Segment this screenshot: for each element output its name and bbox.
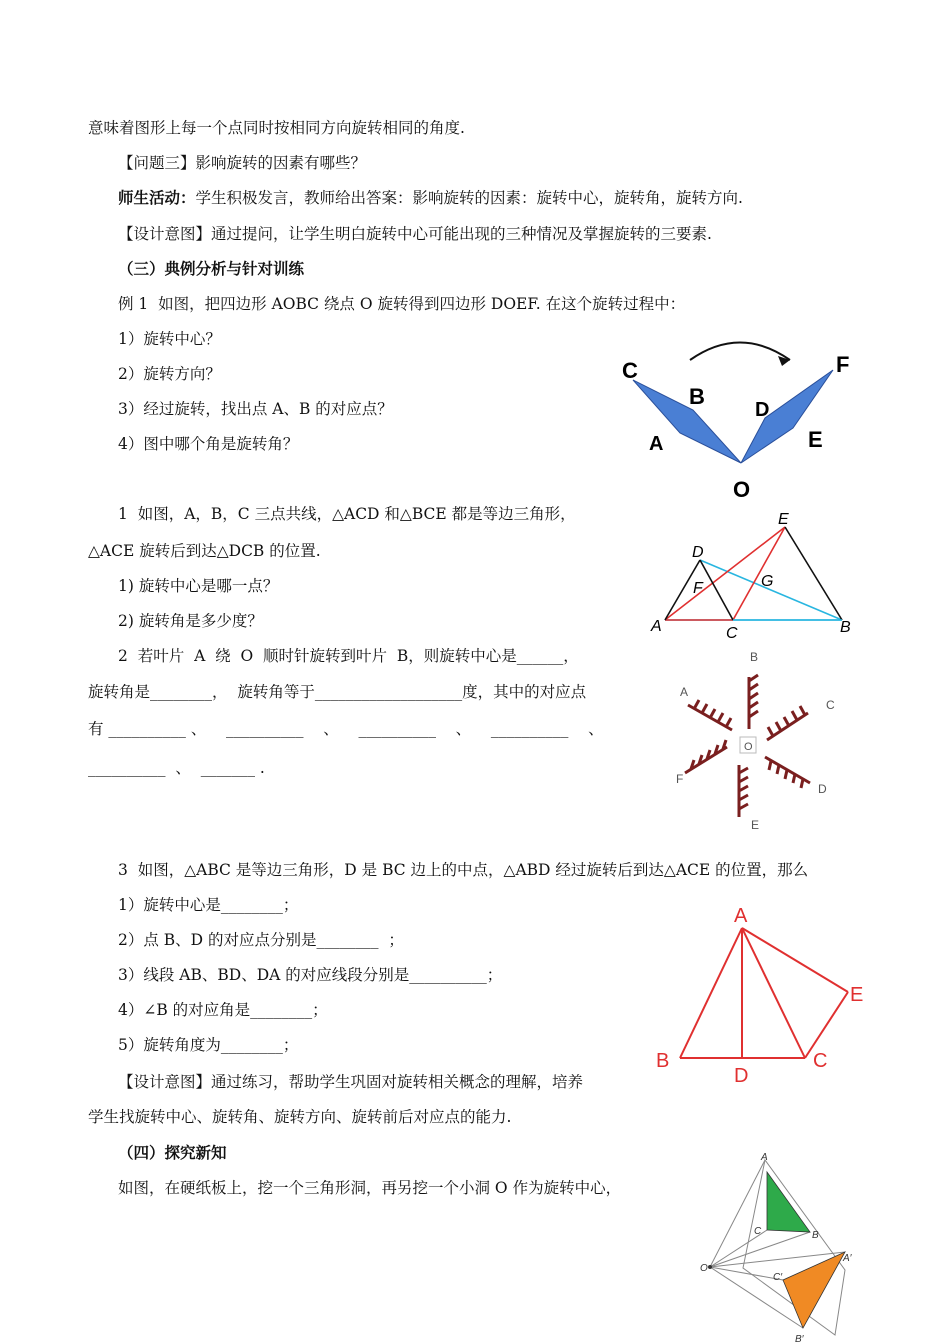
text-line: △ACE 旋转后到达△DCB 的位置. — [88, 542, 321, 560]
label-A: A — [649, 433, 664, 455]
text-line: 1）旋转中心？ — [118, 330, 221, 348]
figure-triangle-ABC — [650, 900, 870, 1090]
section-heading: （四）探究新知 — [118, 1143, 227, 1162]
text-line: 如图，在硬纸板上，挖一个三角形洞，再另挖一个小洞 O 作为旋转中心， — [118, 1179, 622, 1197]
text-line: 有 __________ 、 __________ 、 __________ 、 __________ 、 — [88, 720, 604, 738]
label-B: B — [840, 619, 851, 636]
leaf-D — [765, 757, 810, 788]
label-F: F — [693, 580, 703, 597]
bold-label: 师生活动： — [118, 188, 196, 207]
text-span: 学生积极发言，教师给出答案：影响旋转的因素：旋转中心，旋转角，旋转方向. — [195, 189, 743, 207]
text-line: 4）∠B 的对应角是________； — [118, 1001, 328, 1019]
label-C: C — [826, 698, 835, 712]
leaf-A — [688, 700, 732, 730]
label-F: F — [836, 352, 850, 377]
text-line: 1 如图，A，B，C 三点共线，△ACD 和△BCE 都是等边三角形， — [118, 505, 576, 523]
segment-CE — [733, 527, 785, 620]
text-line: 2）点 B、D 的对应点分别是________ ； — [118, 931, 404, 949]
figure-quadrilateral-rotation — [605, 330, 865, 505]
label-C: C — [622, 358, 638, 383]
label-A: A — [680, 685, 689, 699]
label-D: D — [818, 782, 827, 796]
text-line: 1）旋转中心是________； — [118, 896, 299, 914]
text-line: 2) 旋转角是多少度？ — [118, 612, 263, 630]
segment-DB — [700, 560, 842, 620]
triangle-ABC-green — [767, 1172, 810, 1232]
label-B: B — [656, 1050, 670, 1072]
text-line: __________ 、 _______ . — [88, 759, 265, 777]
label-B: B — [812, 1230, 819, 1241]
triangle-A1B1C1-orange — [783, 1252, 845, 1328]
cardboard-outline — [743, 1160, 845, 1335]
label-F: F — [676, 772, 684, 786]
label-O: O — [733, 477, 751, 502]
label-O: O — [700, 1263, 708, 1274]
segment-EC — [805, 992, 848, 1058]
figure-leaves — [670, 645, 845, 835]
text-line: 旋转角是________， 旋转角等于___________________度，其中的对应点 — [88, 683, 587, 701]
label-B-prime: B′ — [795, 1334, 804, 1344]
rotation-arc — [690, 343, 790, 361]
text-line: 1) 旋转中心是哪一点？ — [118, 577, 279, 595]
label-E: E — [850, 984, 864, 1006]
label-O: O — [744, 741, 753, 753]
label-E: E — [808, 427, 823, 452]
label-D: D — [755, 399, 770, 421]
leaf-F — [685, 740, 727, 773]
label-E: E — [778, 511, 789, 528]
arrow-head-icon — [778, 356, 790, 366]
section-heading: （三）典例分析与针对训练 — [118, 259, 305, 278]
text-line: 学生找旋转中心、旋转角、旋转方向、旋转前后对应点的能力. — [88, 1108, 512, 1126]
label-A: A — [651, 618, 662, 635]
text-line: 意味着图形上每一个点同时按相同方向旋转相同的角度. — [88, 119, 465, 137]
label-A: A — [734, 905, 748, 927]
label-A-prime: A′ — [843, 1253, 852, 1264]
text-line: 4）图中哪个角是旋转角？ — [118, 435, 299, 453]
text-line: 【问题三】影响旋转的因素有哪些？ — [118, 154, 367, 172]
text-line: 【设计意图】通过提问，让学生明白旋转中心可能出现的三种情况及掌握旋转的三要素. — [118, 225, 712, 243]
text-line: 3）线段 AB、BD、DA 的对应线段分别是__________； — [118, 966, 503, 984]
label-B: B — [689, 384, 705, 409]
label-B: B — [750, 650, 759, 664]
segment-AB — [680, 928, 742, 1058]
label-C: C — [726, 625, 738, 642]
leaf-C — [767, 706, 808, 740]
label-E: E — [751, 818, 760, 832]
leaf-E — [739, 765, 748, 817]
text-line: 3）经过旋转，找出点 A、B 的对应点？ — [118, 400, 393, 418]
segment-EB — [785, 527, 842, 620]
text-line: 例 1 如图，把四边形 AOBC 绕点 O 旋转得到四边形 DOEF. 在这个旋转过程中： — [118, 295, 686, 313]
label-D: D — [692, 544, 704, 561]
figure-equilateral-triangles — [645, 505, 860, 645]
label-C: C — [813, 1050, 828, 1072]
label-A: A — [761, 1152, 768, 1163]
text-line: 2）旋转方向？ — [118, 365, 221, 383]
label-G: G — [761, 573, 774, 590]
label-C: C — [754, 1226, 762, 1237]
figure-rotating-triangle — [695, 1150, 865, 1344]
text-line — [118, 188, 743, 208]
text-line: 5）旋转角度为________； — [118, 1036, 299, 1054]
text-line: 【设计意图】通过练习，帮助学生巩固对旋转相关概念的理解，培养 — [118, 1073, 584, 1091]
text-line: 2 若叶片 A 绕 O 顺时针旋转到叶片 B，则旋转中心是______， — [118, 647, 579, 665]
leaf-B — [749, 675, 758, 729]
label-C-prime: C′ — [773, 1272, 783, 1283]
center-point-O — [708, 1265, 712, 1269]
text-line: 3 如图，△ABC 是等边三角形，D 是 BC 边上的中点，△ABD 经过旋转后到达△ACE 的位置，那么 — [118, 861, 809, 879]
label-D: D — [734, 1065, 749, 1087]
